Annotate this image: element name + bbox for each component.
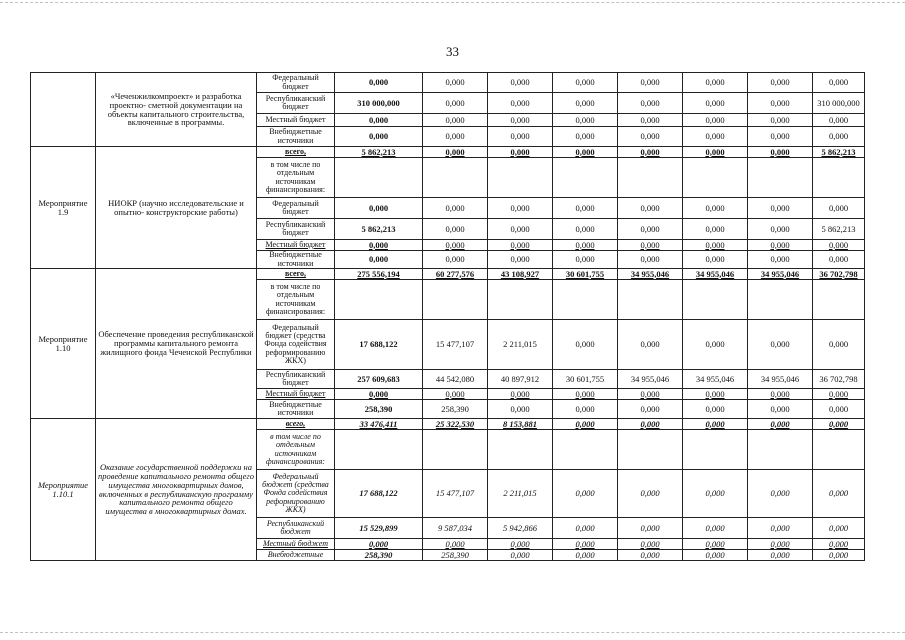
amount-cell — [553, 158, 618, 198]
measure-description: Обеспечение проведения республиканской программы капитального ремонта жилищного фонда Чеченской Республики — [96, 269, 257, 419]
table-row — [31, 269, 865, 280]
amount-cell: 17 688,122 — [335, 320, 423, 370]
amount-cell: 0,000 — [488, 147, 553, 158]
amount-cell: 0,000 — [553, 93, 618, 114]
amount-cell — [683, 280, 748, 320]
amount-cell: 0,000 — [813, 73, 865, 93]
funding-source: Местный бюджет — [257, 389, 335, 400]
amount-cell: 36 702,798 — [813, 269, 865, 280]
amount-cell: 0,000 — [618, 470, 683, 518]
amount-cell: 0,000 — [488, 93, 553, 114]
amount-cell: 0,000 — [553, 127, 618, 147]
amount-cell: 5 862,213 — [813, 219, 865, 240]
amount-cell: 0,000 — [553, 470, 618, 518]
amount-cell: 0,000 — [748, 419, 813, 430]
amount-cell: 0,000 — [813, 400, 865, 419]
amount-cell: 0,000 — [683, 419, 748, 430]
measure-code — [31, 73, 96, 147]
amount-cell: 0,000 — [553, 539, 618, 550]
amount-cell: 2 211,015 — [488, 320, 553, 370]
funding-source: Республиканский бюджет — [257, 370, 335, 389]
amount-cell: 34 955,046 — [748, 269, 813, 280]
amount-cell: 0,000 — [618, 73, 683, 93]
amount-cell: 0,000 — [335, 198, 423, 219]
amount-cell: 30 601,755 — [553, 370, 618, 389]
amount-cell: 0,000 — [553, 114, 618, 127]
amount-cell — [488, 430, 553, 470]
amount-cell: 0,000 — [553, 320, 618, 370]
amount-cell — [748, 430, 813, 470]
amount-cell: 0,000 — [683, 389, 748, 400]
amount-cell: 0,000 — [813, 127, 865, 147]
amount-cell: 258,390 — [335, 400, 423, 419]
amount-cell: 17 688,122 — [335, 470, 423, 518]
amount-cell: 34 955,046 — [618, 370, 683, 389]
amount-cell — [553, 430, 618, 470]
amount-cell: 0,000 — [618, 251, 683, 269]
funding-source: в том числе по отдельным источникам финансирования: — [257, 280, 335, 320]
amount-cell: 275 556,194 — [335, 269, 423, 280]
funding-source: в том числе по отдельным источникам финансирования: — [257, 430, 335, 470]
amount-cell — [813, 430, 865, 470]
amount-cell: 0,000 — [488, 400, 553, 419]
amount-cell — [813, 280, 865, 320]
amount-cell: 0,000 — [618, 400, 683, 419]
amount-cell: 0,000 — [335, 389, 423, 400]
amount-cell — [813, 158, 865, 198]
amount-cell: 0,000 — [618, 114, 683, 127]
funding-source: Федеральный бюджет — [257, 73, 335, 93]
amount-cell: 0,000 — [813, 320, 865, 370]
amount-cell: 0,000 — [553, 219, 618, 240]
amount-cell: 0,000 — [423, 240, 488, 251]
amount-cell — [683, 430, 748, 470]
amount-cell — [553, 280, 618, 320]
amount-cell: 0,000 — [748, 251, 813, 269]
amount-cell: 0,000 — [618, 198, 683, 219]
amount-cell: 0,000 — [748, 240, 813, 251]
amount-cell: 0,000 — [813, 550, 865, 561]
funding-source: Местный бюджет — [257, 114, 335, 127]
amount-cell: 0,000 — [488, 198, 553, 219]
amount-cell: 0,000 — [488, 73, 553, 93]
amount-cell: 0,000 — [618, 147, 683, 158]
amount-cell — [618, 158, 683, 198]
amount-cell: 0,000 — [488, 127, 553, 147]
amount-cell: 0,000 — [813, 419, 865, 430]
amount-cell — [618, 280, 683, 320]
scan-edge-bottom — [0, 632, 905, 637]
amount-cell: 0,000 — [335, 539, 423, 550]
amount-cell: 40 897,912 — [488, 370, 553, 389]
funding-source: Внебюджетные источники — [257, 127, 335, 147]
amount-cell: 5 862,213 — [813, 147, 865, 158]
funding-source: Республиканский бюджет — [257, 219, 335, 240]
amount-cell: 34 955,046 — [683, 269, 748, 280]
amount-cell — [488, 280, 553, 320]
amount-cell: 34 955,046 — [683, 370, 748, 389]
scan-edge-top — [0, 2, 905, 7]
amount-cell: 0,000 — [423, 198, 488, 219]
amount-cell: 257 609,683 — [335, 370, 423, 389]
amount-cell: 0,000 — [813, 198, 865, 219]
amount-cell: 0,000 — [748, 400, 813, 419]
amount-cell: 0,000 — [488, 539, 553, 550]
amount-cell: 36 702,798 — [813, 370, 865, 389]
amount-cell: 0,000 — [748, 73, 813, 93]
amount-cell: 15 477,107 — [423, 470, 488, 518]
amount-cell: 0,000 — [813, 114, 865, 127]
measure-description: «Чеченжилкомпроект» и разработка проектно- сметной документации на объекты капитального строительства, включенные в программы. — [96, 73, 257, 147]
amount-cell: 9 587,034 — [423, 518, 488, 539]
amount-cell: 0,000 — [813, 539, 865, 550]
amount-cell: 0,000 — [423, 251, 488, 269]
amount-cell: 0,000 — [683, 127, 748, 147]
amount-cell: 0,000 — [553, 518, 618, 539]
amount-cell: 0,000 — [748, 550, 813, 561]
amount-cell: 0,000 — [618, 389, 683, 400]
amount-cell: 310 000,000 — [335, 93, 423, 114]
amount-cell: 0,000 — [748, 518, 813, 539]
amount-cell: 43 108,927 — [488, 269, 553, 280]
amount-cell: 0,000 — [488, 240, 553, 251]
amount-cell: 0,000 — [423, 127, 488, 147]
amount-cell: 0,000 — [683, 320, 748, 370]
amount-cell: 0,000 — [488, 219, 553, 240]
amount-cell: 5 942,866 — [488, 518, 553, 539]
amount-cell: 310 000,000 — [813, 93, 865, 114]
funding-source: Республиканский бюджет — [257, 518, 335, 539]
amount-cell: 0,000 — [748, 93, 813, 114]
amount-cell: 258,390 — [423, 550, 488, 561]
amount-cell: 0,000 — [423, 389, 488, 400]
funding-source: Внебюджетные источники — [257, 251, 335, 269]
amount-cell: 0,000 — [553, 550, 618, 561]
amount-cell: 0,000 — [423, 114, 488, 127]
amount-cell — [335, 280, 423, 320]
amount-cell: 2 211,015 — [488, 470, 553, 518]
amount-cell: 0,000 — [423, 147, 488, 158]
amount-cell: 0,000 — [423, 219, 488, 240]
amount-cell: 0,000 — [683, 400, 748, 419]
amount-cell: 5 862,213 — [335, 219, 423, 240]
amount-cell: 0,000 — [748, 470, 813, 518]
amount-cell: 0,000 — [813, 470, 865, 518]
amount-cell — [423, 158, 488, 198]
amount-cell — [748, 158, 813, 198]
amount-cell: 0,000 — [618, 127, 683, 147]
amount-cell — [488, 158, 553, 198]
measure-description: НИОКР (научно исследовательские и опытно- конструкторские работы) — [96, 147, 257, 269]
amount-cell: 0,000 — [335, 127, 423, 147]
amount-cell: 34 955,046 — [748, 370, 813, 389]
amount-cell: 0,000 — [553, 73, 618, 93]
amount-cell: 0,000 — [813, 240, 865, 251]
amount-cell: 0,000 — [488, 251, 553, 269]
amount-cell: 0,000 — [618, 240, 683, 251]
funding-source: всего, — [257, 147, 335, 158]
amount-cell: 0,000 — [748, 219, 813, 240]
amount-cell — [748, 280, 813, 320]
amount-cell: 0,000 — [683, 114, 748, 127]
amount-cell: 15 529,899 — [335, 518, 423, 539]
measure-code: Мероприятие 1.10.1 — [31, 419, 96, 561]
financing-table — [30, 72, 865, 561]
funding-source: Федеральный бюджет — [257, 198, 335, 219]
amount-cell: 0,000 — [488, 114, 553, 127]
amount-cell: 60 277,576 — [423, 269, 488, 280]
amount-cell: 0,000 — [683, 240, 748, 251]
amount-cell: 0,000 — [553, 147, 618, 158]
table-row — [31, 419, 865, 430]
amount-cell: 0,000 — [553, 389, 618, 400]
amount-cell: 0,000 — [553, 400, 618, 419]
amount-cell: 8 153,881 — [488, 419, 553, 430]
amount-cell: 44 542,080 — [423, 370, 488, 389]
amount-cell: 0,000 — [813, 251, 865, 269]
amount-cell: 0,000 — [423, 539, 488, 550]
funding-source: в том числе по отдельным источникам финансирования: — [257, 158, 335, 198]
funding-source: Республиканский бюджет — [257, 93, 335, 114]
amount-cell: 0,000 — [748, 198, 813, 219]
funding-source: Внебюджетные — [257, 550, 335, 561]
amount-cell: 0,000 — [813, 389, 865, 400]
amount-cell: 0,000 — [618, 539, 683, 550]
amount-cell — [618, 430, 683, 470]
amount-cell: 0,000 — [618, 219, 683, 240]
amount-cell — [683, 158, 748, 198]
amount-cell — [423, 430, 488, 470]
amount-cell: 0,000 — [618, 419, 683, 430]
page-number: 33 — [446, 44, 459, 59]
amount-cell: 0,000 — [748, 320, 813, 370]
amount-cell: 0,000 — [683, 147, 748, 158]
funding-source: Федеральный бюджет (средства Фонда содействия реформированию ЖКХ) — [257, 470, 335, 518]
amount-cell: 0,000 — [748, 147, 813, 158]
amount-cell: 0,000 — [553, 198, 618, 219]
funding-source: всего, — [257, 269, 335, 280]
amount-cell: 0,000 — [748, 539, 813, 550]
amount-cell: 258,390 — [423, 400, 488, 419]
funding-source: Внебюджетные источники — [257, 400, 335, 419]
amount-cell: 0,000 — [683, 219, 748, 240]
amount-cell: 0,000 — [683, 470, 748, 518]
amount-cell: 0,000 — [683, 198, 748, 219]
amount-cell: 0,000 — [683, 73, 748, 93]
amount-cell: 0,000 — [553, 240, 618, 251]
amount-cell: 0,000 — [423, 73, 488, 93]
funding-source: Местный бюджет — [257, 240, 335, 251]
amount-cell: 0,000 — [683, 93, 748, 114]
amount-cell — [335, 430, 423, 470]
amount-cell: 0,000 — [683, 251, 748, 269]
amount-cell: 0,000 — [748, 114, 813, 127]
measure-code: Мероприятие 1.10 — [31, 269, 96, 419]
amount-cell: 0,000 — [335, 240, 423, 251]
amount-cell: 0,000 — [488, 389, 553, 400]
amount-cell: 0,000 — [553, 251, 618, 269]
amount-cell: 258,390 — [335, 550, 423, 561]
amount-cell: 0,000 — [618, 93, 683, 114]
amount-cell: 0,000 — [618, 518, 683, 539]
measure-description: Оказание государственной поддержки на проведение капитального ремонта общего имущества многоквартирных домов, включенных в республиканскую программу капитального ремонта общего имущества в многоквартирных домах. — [96, 419, 257, 561]
amount-cell: 0,000 — [553, 419, 618, 430]
amount-cell: 15 477,107 — [423, 320, 488, 370]
amount-cell: 0,000 — [748, 127, 813, 147]
measure-code: Мероприятие 1.9 — [31, 147, 96, 269]
amount-cell: 0,000 — [335, 251, 423, 269]
amount-cell: 0,000 — [618, 550, 683, 561]
amount-cell: 0,000 — [488, 550, 553, 561]
funding-source: Местный бюджет — [257, 539, 335, 550]
amount-cell: 0,000 — [748, 389, 813, 400]
amount-cell: 25 322,530 — [423, 419, 488, 430]
table-row — [31, 73, 865, 93]
amount-cell: 0,000 — [335, 73, 423, 93]
amount-cell: 30 601,755 — [553, 269, 618, 280]
amount-cell: 0,000 — [335, 114, 423, 127]
amount-cell: 0,000 — [683, 550, 748, 561]
amount-cell: 33 476,411 — [335, 419, 423, 430]
amount-cell — [335, 158, 423, 198]
funding-source: всего, — [257, 419, 335, 430]
amount-cell: 0,000 — [683, 518, 748, 539]
amount-cell: 0,000 — [813, 518, 865, 539]
amount-cell: 0,000 — [618, 320, 683, 370]
amount-cell: 0,000 — [683, 539, 748, 550]
funding-source: Федеральный бюджет (средства Фонда содействия реформированию ЖКХ) — [257, 320, 335, 370]
table-row — [31, 147, 865, 158]
amount-cell: 0,000 — [423, 93, 488, 114]
amount-cell — [423, 280, 488, 320]
amount-cell: 5 862,213 — [335, 147, 423, 158]
amount-cell: 34 955,046 — [618, 269, 683, 280]
